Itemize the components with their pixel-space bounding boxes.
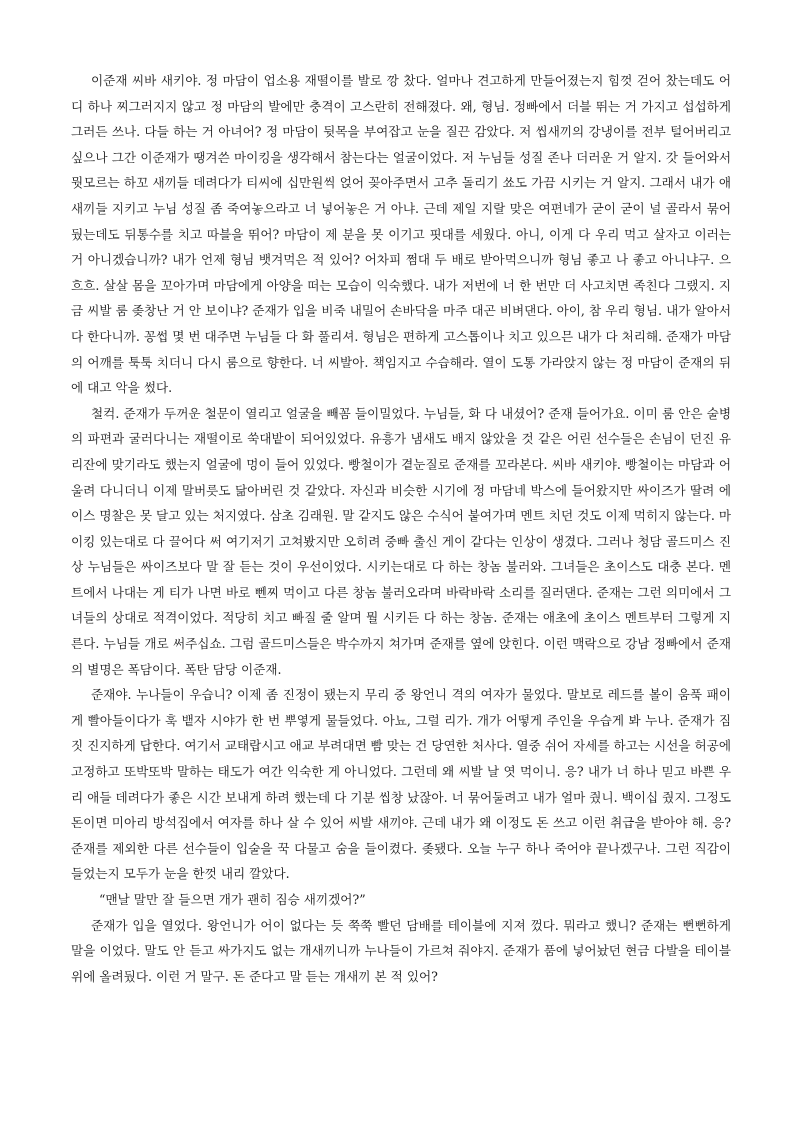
paragraph-2: 철컥. 준재가 두꺼운 철문이 열리고 얼굴을 빼꼼 들이밀었다. 누님들, 화 다 내셨어? 준재 들어가요. 이미 룸 안은 술병의 파편과 굴러다니는 재떨이로 쑥대밭이 되어있었다. 유흥가 냄새도 배지 않았을 것 같은 어린 선수들은 손님이 던진 유리잔에 맞기라도 했는지 얼굴에 멍이 들어 있었다. 빵철이가 곁눈질로 준재를 꼬라본다. 씨바 새키야. 빵철이는 마담과 어울려 다니더니 이제 말버릇도 닮아버린 것 같았다. 자신과 비슷한 시기에 정 마담네 박스에 들어왔지만 싸이즈가 딸려 에이스 명찰은 못 달고 있는 처지였다. 삼초 김래원. 말 같지도 않은 수식어 붙여가며 멘트 치던 것도 이제 먹히지 않는다. 마이킹 있는대로 다 끌어다 써 여기저기 고쳐봤지만 오히려 중빠 출신 게이 같다는 인상이 생겼다. 그러나 청담 골드미스 진상 누님들은 싸이즈보다 말 잘 듣는 것이 우선이었다. 시키는대로 다 하는 창놈 불러와. 그녀들은 초이스도 대충 본다. 멘트에서 나대는 게 티가 나면 바로 뻰찌 먹이고 다른 창놈 불러오라며 바락바락 소리를 질러댄다. 준재는 그런 의미에서 그녀들의 상대로 적격이었다. 적당히 치고 빠질 줄 알며 뭘 시키든 다 하는 창놈. 준재는 애초에 초이스 멘트부터 그렇게 지른다. 누님들 개로 써주십쇼. 그럼 골드미스들은 박수까지 쳐가며 준재를 옆에 앉힌다. 이런 맥락으로 강남 정빠에서 준재의 별명은 폭담이다. 폭탄 담당 이준재. (71, 405, 731, 677)
dialogue-line: “맨날 말만 잘 들으면 개가 괜히 짐승 새끼겠어?” (99, 892, 366, 907)
paragraph-3: 준재야. 누나들이 우습니? 이제 좀 진정이 됐는지 무리 중 왕언니 격의 여자가 물었다. 말보로 레드를 볼이 움푹 패이게 빨아들이다가 훅 뱉자 시야가 한 번 뿌옇게 물들었다. 아뇨, 그럴 리가. 개가 어떻게 주인을 우습게 봐 누나. 준재가 짐짓 진지하게 답한다. 여기서 교태랍시고 애교 부려대면 빰 맞는 건 당연한 처사다. 열중 쉬어 자세를 하고는 시선을 허공에 고정하고 또박또박 말하는 태도가 여간 익숙한 게 아니었다. 그런데 왜 씨발 날 엿 먹이니. 응? 내가 너 하나 믿고 바쁜 우리 애들 데려다가 좋은 시간 보내게 하려 했는데 다 기분 씹창 났잖아. 너 묶어둘려고 내가 얼마 줬니. 백이십 줬지. 그정도 돈이면 미아리 방석집에서 여자를 하나 살 수 있어 씨발 새끼야. 근데 내가 왜 이정도 돈 쓰고 이런 취급을 받아야 해. 응? 준재를 제외한 다른 선수들이 입술을 꾹 다물고 숨을 들이켰다. 좆됐다. 오늘 누구 하나 죽어야 끝나겠구나. 그런 직감이 들었는지 모두가 눈을 한껏 내리 깔았다. (71, 687, 732, 882)
paragraph-1: 이준재 씨바 새키야. 정 마담이 업소용 재떨이를 발로 깡 찼다. 얼마나 견고하게 만들어졌는지 힘껏 걷어 찼는데도 어디 하나 찌그러지지 않고 정 마담의 발에만 충격이 고스란히 전해졌다. 왜, 형님. 정빠에서 더블 뛰는 거 가지고 섭섭하게 그러든 쓰나. 다들 하는 거 아녀어? 정 마담이 뒷목을 부여잡고 눈을 질끈 감았다. 저 씹새끼의 강냉이를 전부 털어버리고 싶으나 그간 이준재가 땡겨쓴 마이킹을 생각해서 참는다는 얼굴이었다. 저 누님들 성질 존나 더러운 거 알지. 갓 들어와서 뭣모르는 하꼬 새끼들 데려다가 티씨에 십만원씩 얹어 꽂아주면서 고추 돌리기 쑈도 가끔 시키는 거 알지. 그래서 내가 애새끼들 지키고 누님 성질 좀 죽여놓으라고 너 넣어놓은 거 아냐. 근데 제일 지랄 맞은 여편네가 굳이 굳이 널 골라서 묶어뒀는데도 뒤통수를 치고 따블을 뛰어? 마담이 제 분을 못 이기고 핏대를 세웠다. 아니, 이게 다 우리 먹고 살자고 이러는 거 아니겠습니까? 내가 언제 형님 뱃겨먹은 적 있어? 어차피 쩜대 두 배로 받아먹으니까 형님 좋고 나 좋고 아니냐구. 으흐흐. 살살 몸을 꼬아가며 마담에게 아양을 떠는 모습이 익숙했다. 내가 저번에 너 한 번만 더 사고치면 족친다 그랬지. 지금 씨발 룸 좆창난 거 안 보이냐? 준재가 입을 비죽 내밀어 손바닥을 마주 대곤 비벼댄다. 아이, 참 우리 형님. 내가 알아서 다 한다니까. 꽁썹 몇 번 대주면 누님들 다 화 풀리셔. 형님은 편하게 고스톱이나 치고 있으믄 내가 다 처리해. 준재가 마담의 어깨를 툭툭 치더니 다시 룸으로 향한다. 너 씨발아. 책임지고 수습해라. 열이 도통 가라앉지 않는 정 마담이 준재의 뒤에 대고 악을 썼다. (71, 73, 731, 396)
body-text (71, 68, 731, 989)
paragraph-4: 준재가 입을 열었다. 왕언니가 어이 없다는 듯 쭉쭉 빨던 담배를 테이블에 지져 껐다. 뭐라고 했니? 준재는 뻔뻔하게 말을 이었다. 말도 안 듣고 싸가지도 없는 개새끼니까 누나들이 가르쳐 줘야지. 준재가 품에 넣어놨던 현금 다발을 테이블 위에 올려뒀다. 이런 거 말구. 돈 준다고 말 듣는 개새끼 본 적 있어? (71, 917, 731, 984)
